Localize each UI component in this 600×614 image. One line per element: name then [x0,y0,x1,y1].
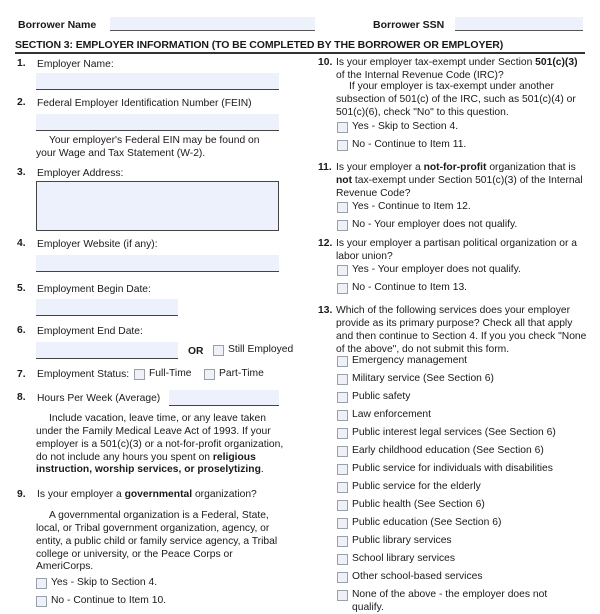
other-school-based-checkbox[interactable] [337,572,348,583]
item-10-no-checkbox[interactable] [337,140,348,151]
school-library-label: School library services [352,553,456,564]
item-8-number: 8. [17,392,26,403]
item-6-number: 6. [17,325,26,336]
borrower-ssn-label: Borrower SSN [373,19,445,31]
fein-field[interactable] [36,114,279,131]
public-safety-label: Public safety [352,391,411,402]
disabilities-service-checkbox[interactable] [337,464,348,475]
public-health-checkbox[interactable] [337,500,348,511]
employment-end-date-field[interactable] [36,342,178,359]
or-label: OR [188,346,204,357]
public-safety-checkbox[interactable] [337,392,348,403]
employment-begin-date-field[interactable] [36,299,178,316]
employer-website-label: Employer Website (if any): [37,239,158,250]
employer-address-label: Employer Address: [37,168,124,179]
emergency-management-checkbox[interactable] [337,356,348,367]
item-10-no-label: No - Continue to Item 11. [352,139,467,150]
item-7-number: 7. [17,369,26,380]
item-9-no-label: No - Continue to Item 10. [51,595,167,606]
item-12-no-label: No - Continue to Item 13. [352,282,468,293]
none-of-the-above-checkbox[interactable] [337,590,348,601]
public-interest-legal-label: Public interest legal services (See Section 6) [352,427,556,438]
item-12-no-checkbox[interactable] [337,283,348,294]
public-education-label: Public education (See Section 6) [352,517,502,528]
section-title: SECTION 3: EMPLOYER INFORMATION (TO BE COMPLETED BY THE BORROWER OR EMPLOYER) [15,39,504,51]
law-enforcement-label: Law enforcement [352,409,431,420]
governmental-question: Is your employer a governmental organization? [37,489,257,500]
item-11-yes-label: Yes - Continue to Item 12. [352,201,471,212]
still-employed-label: Still Employed [228,344,294,355]
public-library-label: Public library services [352,535,452,546]
military-service-label: Military service (See Section 6) [352,373,494,384]
employment-end-date-label: Employment End Date: [37,326,143,337]
item-11-no-checkbox[interactable] [337,220,348,231]
item-10-yes-checkbox[interactable] [337,122,348,133]
borrower-header [18,17,583,33]
employment-begin-date-label: Employment Begin Date: [37,284,151,295]
employer-website-field[interactable] [36,255,279,272]
emergency-management-label: Emergency management [352,355,468,366]
school-library-checkbox[interactable] [337,554,348,565]
part-time-label: Part-Time [219,368,264,379]
hours-note: Include vacation, leave time, or any leave taken under the Family Medical Leave Act of 1993. If your employer is a 501(c)(3) or a not-for-profit organization, do not include any hours you spent on religious instruction, worship services, or proselytizing. [36,413,284,476]
item-13-number: 13. [318,305,333,316]
item-5-number: 5. [17,283,26,294]
part-time-checkbox[interactable] [204,369,215,380]
fein-note: Your employer's Federal EIN may be found on your Wage and Tax Statement (W-2). [36,135,260,159]
disabilities-service-label: Public service for individuals with disabilities [352,463,553,474]
not-for-profit-question: Is your employer a not-for-profit organization that is not tax-exempt under Section 501(c)(3) of the Internal Revenue Code? [336,162,583,199]
military-service-checkbox[interactable] [337,374,348,385]
section-divider [15,52,585,54]
governmental-note: A governmental organization is a Federal, State, local, or Tribal government organization, agency, or entity, a public child or family service agency, a Tribal college or university, or the Peace Corps or AmeriCorps. [36,510,278,573]
item-11-number: 11. [318,162,332,173]
early-childhood-education-checkbox[interactable] [337,446,348,457]
item-11-no-label: No - Your employer does not qualify. [352,219,518,230]
item-12-number: 12. [318,238,333,249]
item-2-number: 2. [17,97,26,108]
law-enforcement-checkbox[interactable] [337,410,348,421]
other-school-based-label: Other school-based services [352,571,483,582]
public-health-label: Public health (See Section 6) [352,499,485,510]
elderly-service-label: Public service for the elderly [352,481,481,492]
item-3-number: 3. [17,167,26,178]
item-9-number: 9. [17,489,26,500]
hours-per-week-label: Hours Per Week (Average) [37,393,161,404]
full-time-checkbox[interactable] [134,369,145,380]
employer-name-label: Employer Name: [37,59,114,70]
elderly-service-checkbox[interactable] [337,482,348,493]
hours-per-week-field[interactable] [169,390,279,406]
public-library-checkbox[interactable] [337,536,348,547]
primary-purpose-question: Which of the following services does your employer provide as its primary purpose? Check all that apply and then continue to Section 4. If you you check "None of the above", do not submit this form. [336,305,587,355]
tax-exempt-note: If your employer is tax-exempt under another subsection of 501(c) of the IRC, such as 501(c)(4) or 501(c)(6), check "No" to this question. [336,81,576,118]
employer-name-field[interactable] [36,73,279,90]
item-11-yes-checkbox[interactable] [337,202,348,213]
item-10-yes-label: Yes - Skip to Section 4. [352,121,459,132]
item-9-yes-label: Yes - Skip to Section 4. [51,577,158,588]
item-9-no-checkbox[interactable] [36,596,47,607]
item-12-yes-label: Yes - Your employer does not qualify. [352,264,521,275]
item-9-yes-checkbox[interactable] [36,578,47,589]
item-1-number: 1. [17,58,26,69]
item-12-yes-checkbox[interactable] [337,265,348,276]
none-of-the-above-label: None of the above - the employer does not qualify. [352,589,548,613]
borrower-name-label: Borrower Name [18,19,97,31]
employer-address-textarea[interactable] [36,181,279,231]
employment-status-label: Employment Status: [37,369,130,380]
public-education-checkbox[interactable] [337,518,348,529]
item-4-number: 4. [17,238,26,249]
full-time-label: Full-Time [149,368,192,379]
item-10-number: 10. [318,57,333,68]
public-interest-legal-checkbox[interactable] [337,428,348,439]
partisan-question: Is your employer a partisan political organization or a labor union? [336,238,577,262]
still-employed-checkbox[interactable] [213,345,224,356]
tax-exempt-question: Is your employer tax-exempt under Section 501(c)(3) of the Internal Revenue Code (IRC)? [336,57,578,81]
fein-label: Federal Employer Identification Number (FEIN) [37,98,252,109]
early-childhood-education-label: Early childhood education (See Section 6) [352,445,544,456]
borrower-ssn-field[interactable] [455,17,583,31]
borrower-name-field[interactable] [110,17,315,31]
